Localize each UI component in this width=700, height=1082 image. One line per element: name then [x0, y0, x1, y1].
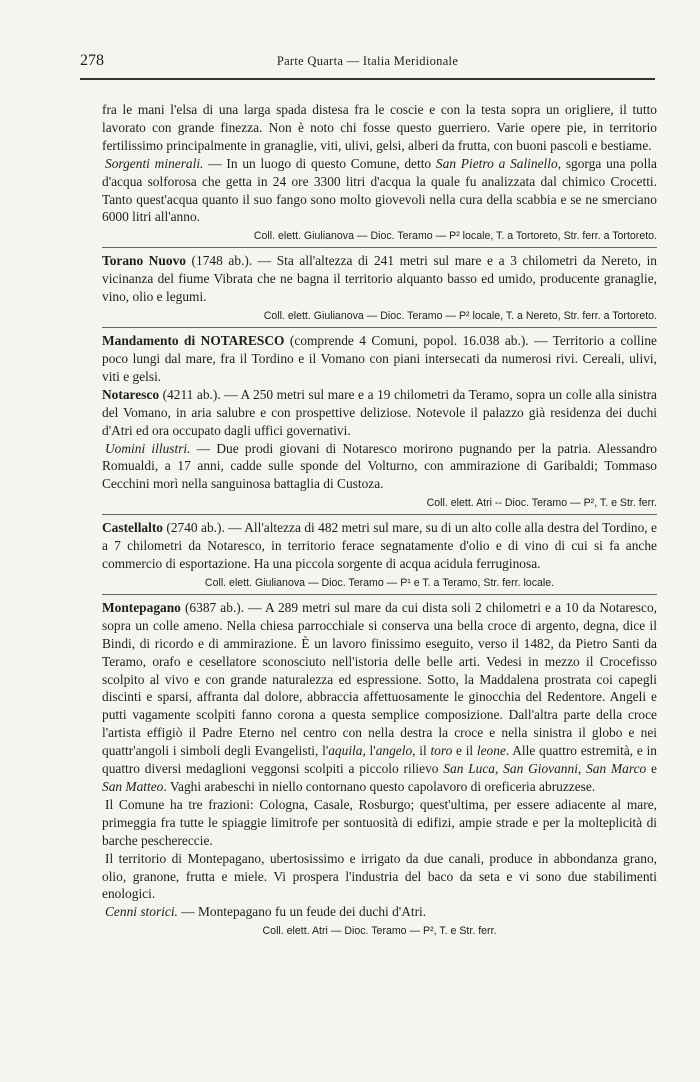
entry-mandamento — [102, 332, 657, 386]
saint-name: San Matteo — [102, 779, 164, 794]
text: , l' — [362, 743, 376, 759]
entry-title: Notaresco — [102, 386, 160, 402]
divider — [102, 514, 657, 515]
saint-name: San Luca — [443, 761, 495, 777]
entry-notaresco — [102, 386, 657, 440]
paragraph-uomini — [102, 440, 657, 494]
paragraph-territorio: Il territorio di Montepagano, ubertosissimo e irrigato da due canali, produce in abbondanza grano, olio, granone, frutta e miele. Vi prospera l'industria del baco da seta e vi sono due stabilimenti enologici. — [102, 850, 657, 902]
footnote-note: Coll. elett. Giulianova — Dioc. Teramo — P¹ e T. a Teramo, Str. ferr. locale. — [204, 576, 555, 589]
text: — Montepagano fu un feude dei duchi d'Atri. — [177, 904, 427, 920]
text: — Due prodi giovani di Notaresco morirono pugnando per la patria. Alessandro Romualdi, a 17 anni, cadde sulle sponde del Volturno, con ammirazione di Garibaldi; Tommaso Cecchini morì nella sanguinosa battaglia di Custoza. — [102, 440, 657, 492]
paragraph-sorgenti — [102, 155, 657, 227]
entry-montepagano — [102, 599, 657, 796]
saint-name: San Marco — [586, 761, 647, 777]
text: (2740 ab.). — All'altezza di 482 metri sul mare, su di un alto colle alla destra del Tordino, e a 7 chilometri da Notaresco, in territorio ferace segnatamente d'olio e di vino di cui si fa anche commercio di esportazione. Ha una piccola sorgente di acqua acidula ferruginosa. — [102, 520, 657, 572]
entry-title: Montepagano — [102, 599, 181, 615]
section-heading: Uomini illustri. — [105, 440, 191, 456]
text: , il — [412, 743, 431, 759]
entry-castellalto — [102, 519, 657, 573]
text: — In un luogo di questo Comune, detto — [203, 155, 436, 171]
text: . Vaghi arabeschi in niello contornano questo capolavoro di oreficeria abruzzese. — [163, 779, 596, 794]
paragraph-cenni — [102, 903, 657, 921]
text: (6387 ab.). — A 289 metri sul mare da cui dista soli 2 chilometri e a 10 da Notaresco, sopra un colle ameno. Nella chiesa parrocchiale si conserva una bella croce di argento, degna, dice il Bindi, di ricordo e di ammirazione. È un lavoro finissimo eseguito, verso il 1482, da Pietro Santi da Teramo, orafo e cesellatore sconosciuto nell'istoria delle belle arti. Vedesi in mezzo il Crocefisso scolpito al vivo e con grande naturalezza ed espressione. Sotto, la Maddalena prostrata coi capegli discinti e sparsi, affranta dal dolore, abbraccia affettuosamente le ginocchia del Redentore. Angeli e putti vagamente scolpiti fanno corona a questa semplice composizione. Dall'altra parte della croce l'artista effigiò il Padre Eterno nel centro con nella destra la croce e nella sinistra il globo e nei quattr'angoli i simboli degli Evangelisti, l' — [102, 599, 657, 759]
section-heading: Cenni storici. — [105, 904, 178, 920]
page-header — [80, 50, 655, 80]
text: , sgorga una polla d'acqua solforosa che getta in 24 ore 3300 litri d'acqua la quale fu analizzata dal chimico Crocetti. Tanto quest'acqua quanto il suo fango sono molto giovevoli nella cura della scabbia e se ne smerciano 6000 litri all'anno. — [102, 155, 657, 225]
text: , — [495, 761, 504, 777]
footnote-note: Coll. elett. Atri — Dioc. Teramo — P², T. e Str. ferr. — [262, 925, 497, 938]
page-body — [102, 101, 657, 942]
text: e il — [452, 743, 477, 759]
symbol-name: toro — [430, 743, 453, 759]
text: (comprende 4 Comuni, popol. 16.038 ab.). — Territorio a colline poco lungi dal mare, fra il Tordino e il Vomano con piani intersecati da numerosi rivi. Cereali, ulivi, viti e gelsi. — [102, 333, 657, 384]
running-title: Parte Quarta — Italia Meridionale — [276, 54, 459, 68]
entry-title: Mandamento di NOTARESCO — [102, 333, 285, 349]
symbol-name: angelo — [375, 743, 413, 759]
text: e — [646, 761, 657, 777]
symbol-name: aquila — [328, 743, 363, 759]
footnote-note: Coll. elett. Giulianova — Dioc. Teramo — P² locale, T. a Tortoreto, Str. ferr. a Tortoreto. — [253, 230, 657, 243]
footnote-note: Coll. elett. Atri -- Dioc. Teramo — P², T. e Str. ferr. — [426, 497, 657, 510]
entry-title: Castellalto — [102, 520, 163, 536]
saint-name: San Giovanni — [503, 761, 578, 777]
symbol-name: leone — [476, 743, 506, 759]
text: (4211 ab.). — A 250 metri sul mare e a 19 chilometri da Teramo, sopra un colle alla sinistra del Vomano, in aria salubre e con prospettive deliziose. Notevole il palazzo già residenza dei duchi d'Atri ed ora occupato dagli uffici governativi. — [102, 386, 657, 438]
footnote-note: Coll. elett. Giulianova — Dioc. Teramo — P² locale, T. a Nereto, Str. ferr. a Tortoreto. — [263, 310, 657, 323]
divider — [102, 247, 657, 248]
text: (1748 ab.). — Sta all'altezza di 241 metri sul mare e a 3 chilometri da Nereto, in vicinanza del fiume Vibrata che ne bagna il territorio alquanto basso ed umido, producente granaglie, vino, olio e legumi. — [102, 253, 657, 305]
entry-title: Torano Nuovo — [102, 253, 186, 269]
place-name: San Pietro a Salinello — [435, 155, 558, 171]
paragraph-frazioni: Il Comune ha tre frazioni: Cologna, Casale, Rosburgo; quest'ultima, per essere adiacente al mare, primeggia fra tutte le spiaggie limitrofe per sontuosità di edifizi, ampie strade e per la molteplicità di barche peschereccie. — [102, 796, 657, 848]
section-heading: Sorgenti minerali. — [105, 155, 204, 171]
entry-torano — [102, 252, 657, 306]
divider — [102, 594, 657, 595]
page-number: 278 — [80, 52, 104, 69]
paragraph-continuation: fra le mani l'elsa di una larga spada distesa fra le coscie e con la testa sopra un origliere, il tutto lavorato con grande finezza. Non è noto chi fosse questo guerriero. Varie opere pie, in territorio fertilissimo principalmente in granaglie, viti, ulivi, gelsi, alberi da frutta, con buoni pascoli e bestiame. — [102, 102, 657, 153]
text: . Alle quattro estremità, e in quattro diversi medaglioni veggonsi scolpiti a piccolo rilievo — [102, 743, 657, 777]
divider — [102, 327, 657, 328]
text: , — [577, 761, 587, 777]
